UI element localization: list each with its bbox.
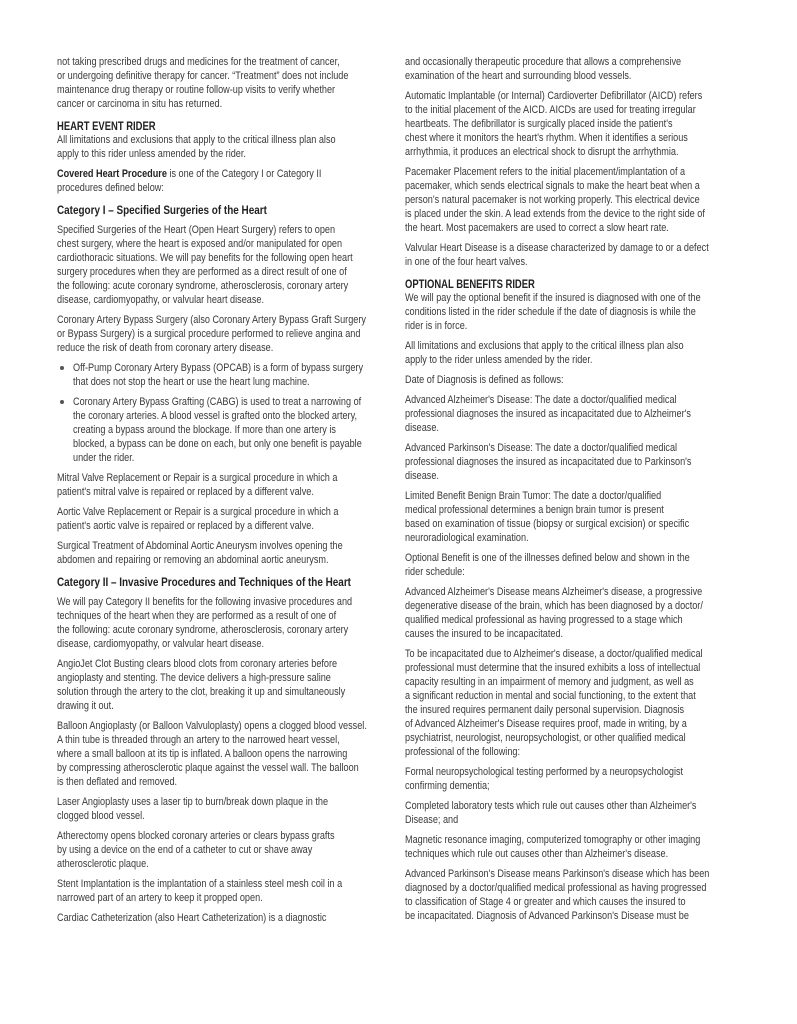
text-line: that does not stop the heart or use the heart lung machine. [73, 376, 310, 388]
paragraph [57, 505, 397, 533]
subsection-heading [57, 203, 397, 217]
text-line: a significant reduction in mental and social functioning, to the extent that [405, 690, 696, 702]
text-line: Pacemaker Placement refers to the initial placement/implantation of a [405, 166, 686, 178]
text-line: Advanced Parkinson's Disease: The date a doctor/qualified medical [405, 442, 678, 454]
paragraph [405, 291, 745, 333]
text-line: disease. [405, 422, 439, 434]
text-line: is then deflated and removed. [57, 776, 178, 788]
text-line: Stent Implantation is the implantation of a stainless steel mesh coil in a [57, 878, 343, 890]
text-line: chest surgery, where the heart is exposed and/or manipulated for open [57, 238, 343, 250]
text-line: professional diagnoses the insured as incapacitated due to Alzheimer's [405, 408, 691, 420]
text-line: Specified Surgeries of the Heart (Open Heart Surgery) refers to open [57, 224, 336, 236]
bullet-item [57, 361, 397, 389]
text-line: We will pay Category II benefits for the following invasive procedures and [57, 596, 353, 608]
paragraph [57, 133, 397, 161]
paragraph [57, 471, 397, 499]
paragraph [405, 55, 745, 83]
paragraph [405, 489, 745, 545]
paragraph [405, 339, 745, 367]
paragraph [405, 833, 745, 861]
right-column [405, 55, 745, 929]
paragraph [405, 765, 745, 793]
text-line: A thin tube is threaded through an artery to the narrowed heart vessel, [57, 734, 340, 746]
text-line: disease, cardiomyopathy, or valvular heart disease. [57, 294, 264, 306]
text-line: medical professional determines a benign brain tumor is present [405, 504, 664, 516]
text-line: surgery procedures when they are performed as a direct result of one of [57, 266, 347, 278]
text-line: Limited Benefit Benign Brain Tumor: The date a doctor/qualified [405, 490, 662, 502]
paragraph [57, 829, 397, 871]
text-line: Advanced Alzheimer's Disease means Alzheimer's disease, a progressive [405, 586, 703, 598]
text-line: clogged blood vessel. [57, 810, 145, 822]
paragraph [405, 393, 745, 435]
text-line: arrhythmia, it produces an electrical shock to disrupt the arrhythmia. [405, 146, 679, 158]
bold-term: Covered Heart Procedure [57, 168, 167, 180]
text-line: All limitations and exclusions that apply to the critical illness plan also [405, 340, 684, 352]
subsection-heading [57, 575, 397, 589]
text-line: reduce the risk of death from coronary artery disease. [57, 342, 274, 354]
text-line: the following: acute coronary syndrome, atherosclerosis, coronary artery [57, 624, 349, 636]
text-run: is one of the Category I or Category II [166, 168, 322, 180]
text-line: maintenance drug therapy or routine follow-up visits to verify whether [57, 84, 336, 96]
text-line: confirming dementia; [405, 780, 490, 792]
text-line: and occasionally therapeutic procedure that allows a comprehensive [405, 56, 682, 68]
text-line: diagnosed by a doctor/qualified medical professional as having progressed [405, 882, 707, 894]
bullet-item [57, 395, 397, 465]
text-line: atherosclerotic plaque. [57, 858, 149, 870]
text-line: procedures defined below: [57, 182, 164, 194]
text-line: Coronary Artery Bypass Grafting (CABG) is used to treat a narrowing of [73, 396, 362, 408]
text-line: rider is in force. [405, 320, 468, 332]
text-line: qualified medical professional as having progressed to a stage which [405, 614, 683, 626]
left-column [57, 55, 397, 931]
text-line: chest where it monitors the heart's rhythm. When it identifies a serious [405, 132, 688, 144]
text-line: of Advanced Alzheimer's Disease requires proof, made in writing, by a [405, 718, 687, 730]
paragraph [405, 551, 745, 579]
text-line: neuroradiological examination. [405, 532, 529, 544]
text-line: capacity resulting in an impairment of memory and judgment, as well as [405, 676, 694, 688]
text-line: Off-Pump Coronary Artery Bypass (OPCAB) is a form of bypass surgery [73, 362, 364, 374]
text-line: Magnetic resonance imaging, computerized tomography or other imaging [405, 834, 701, 846]
text-line: narrowed part of an artery to keep it propped open. [57, 892, 263, 904]
text-line: disease. [405, 470, 439, 482]
text-line: the following: acute coronary syndrome, atherosclerosis, coronary artery [57, 280, 349, 292]
paragraph [57, 795, 397, 823]
text-line: professional must determine that the insured exhibits a loss of intellectual [405, 662, 701, 674]
text-line: cardiothoracic situations. We will pay benefits for the following open heart [57, 252, 353, 264]
text-line: patient's mitral valve is repaired or replaced by a different valve. [57, 486, 314, 498]
text-line: pacemaker, which sends electrical signals to make the heart beat when a [405, 180, 700, 192]
text-line: in one of the four heart valves. [405, 256, 528, 268]
text-line: the heart. Most pacemakers are used to correct a slow heart rate. [405, 222, 669, 234]
text-line [57, 167, 397, 181]
text-line: professional of the following: [405, 746, 520, 758]
section-heading [57, 119, 397, 133]
paragraph [405, 165, 745, 235]
paragraph [57, 313, 397, 355]
text-line: Completed laboratory tests which rule out causes other than Alzheimer's [405, 800, 697, 812]
text-line: by compressing atherosclerotic plaque against the vessel wall. The balloon [57, 762, 359, 774]
paragraph [57, 595, 397, 651]
text-line: Category II – Invasive Procedures and Techniques of the Heart [57, 575, 351, 589]
paragraph [57, 719, 397, 789]
text-line: to classification of Stage 4 or greater and which causes the insured to [405, 896, 686, 908]
text-line: AngioJet Clot Busting clears blood clots from coronary arteries before [57, 658, 338, 670]
text-line: not taking prescribed drugs and medicines for the treatment of cancer, [57, 56, 340, 68]
text-line: Automatic Implantable (or Internal) Cardioverter Defibrillator (AICD) refers [405, 90, 703, 102]
text-line: degenerative disease of the brain, which has been diagnosed by a doctor/ [405, 600, 703, 612]
text-line: based on examination of tissue (biopsy or surgical excision) or specific [405, 518, 690, 530]
text-line: conditions listed in the rider schedule if the date of diagnosis is while the [405, 306, 696, 318]
paragraph [57, 539, 397, 567]
text-line: heartbeats. The defibrillator is surgically placed inside the patient's [405, 118, 673, 130]
paragraph [405, 89, 745, 159]
text-line: angioplasty and stenting. The device delivers a high-pressure saline [57, 672, 331, 684]
text-line: psychiatrist, neurologist, neuropsychologist, or other qualified medical [405, 732, 686, 744]
paragraph [57, 55, 397, 111]
text-line: Coronary Artery Bypass Surgery (also Coronary Artery Bypass Graft Surgery [57, 314, 366, 326]
text-line: Disease; and [405, 814, 459, 826]
text-line: Aortic Valve Replacement or Repair is a surgical procedure in which a [57, 506, 339, 518]
text-line: blocked, a bypass can be done on each, but only one benefit is payable [73, 438, 362, 450]
paragraph [57, 657, 397, 713]
text-line: All limitations and exclusions that apply to the critical illness plan also [57, 134, 336, 146]
text-line: the insured requires permanent daily personal supervision. Diagnosis [405, 704, 685, 716]
text-line: Cardiac Catheterization (also Heart Catheterization) is a diagnostic [57, 912, 327, 924]
paragraph [405, 647, 745, 759]
text-line: To be incapacitated due to Alzheimer's disease, a doctor/qualified medical [405, 648, 703, 660]
text-line: Valvular Heart Disease is a disease characterized by damage to or a defect [405, 242, 709, 254]
paragraph [57, 167, 397, 195]
text-line: Balloon Angioplasty (or Balloon Valvuloplasty) opens a clogged blood vessel. [57, 720, 367, 732]
text-line: the coronary arteries. A blood vessel is grafted onto the blocked artery, [73, 410, 357, 422]
paragraph [405, 241, 745, 269]
text-line: where a small balloon at its tip is inflated. A balloon opens the narrowing [57, 748, 348, 760]
text-line: rider schedule: [405, 566, 465, 578]
text-line: or undergoing definitive therapy for cancer. “Treatment” does not include [57, 70, 349, 82]
text-line: is placed under the skin. A lead extends from the device to the right side of [405, 208, 705, 220]
paragraph [405, 585, 745, 641]
text-line: under the rider. [73, 452, 135, 464]
text-line: Advanced Alzheimer's Disease: The date a doctor/qualified medical [405, 394, 677, 406]
paragraph [405, 799, 745, 827]
text-line: solution through the artery to the clot, breaking it up and simultaneously [57, 686, 346, 698]
text-line: Date of Diagnosis is defined as follows: [405, 374, 564, 386]
text-line: techniques of the heart when they are performed as a result of one of [57, 610, 337, 622]
text-line: Optional Benefit is one of the illnesses defined below and shown in the [405, 552, 690, 564]
text-line: Surgical Treatment of Abdominal Aortic Aneurysm involves opening the [57, 540, 343, 552]
text-line: patient's aortic valve is repaired or replaced by a different valve. [57, 520, 314, 532]
text-line: examination of the heart and surrounding blood vessels. [405, 70, 632, 82]
text-line: Laser Angioplasty uses a laser tip to burn/break down plaque in the [57, 796, 329, 808]
text-line: person's natural pacemaker is not working properly. This electrical device [405, 194, 700, 206]
bullet-icon [60, 366, 64, 370]
text-line: creating a bypass around the blockage. If more than one artery is [73, 424, 336, 436]
text-line: to the initial placement of the AICD. AICDs are used for treating irregular [405, 104, 696, 116]
text-line: Atherectomy opens blocked coronary arteries or clears bypass grafts [57, 830, 335, 842]
text-line: by using a device on the end of a catheter to cut or shave away [57, 844, 313, 856]
text-line: disease, cardiomyopathy, or valvular heart disease. [57, 638, 264, 650]
text-line: abdomen and repairing or removing an abdominal aortic aneurysm. [57, 554, 329, 566]
text-line: professional diagnoses the insured as incapacitated due to Parkinson's [405, 456, 692, 468]
text-line: We will pay the optional benefit if the insured is diagnosed with one of the [405, 292, 701, 304]
text-line: techniques which rule out causes other than Alzheimer's disease. [405, 848, 669, 860]
section-heading [405, 277, 745, 291]
text-line: cancer or carcinoma in situ has returned. [57, 98, 223, 110]
text-line: causes the insured to be incapacitated. [405, 628, 564, 640]
paragraph [405, 867, 745, 923]
paragraph [405, 441, 745, 483]
text-line: Formal neuropsychological testing performed by a neuropsychologist [405, 766, 684, 778]
text-line: drawing it out. [57, 700, 114, 712]
paragraph [57, 911, 397, 925]
paragraph [57, 223, 397, 307]
text-line: OPTIONAL BENEFITS RIDER [405, 277, 535, 291]
paragraph [57, 877, 397, 905]
text-line: or Bypass Surgery) is a surgical procedure performed to relieve angina and [57, 328, 361, 340]
bullet-icon [60, 400, 64, 404]
text-line: apply to the rider unless amended by the rider. [405, 354, 593, 366]
text-line: HEART EVENT RIDER [57, 119, 156, 133]
text-line: Category I – Specified Surgeries of the Heart [57, 203, 267, 217]
text-line: Advanced Parkinson's Disease means Parkinson's disease which has been [405, 868, 710, 880]
text-line: apply to this rider unless amended by the rider. [57, 148, 246, 160]
text-line: Mitral Valve Replacement or Repair is a surgical procedure in which a [57, 472, 338, 484]
text-line: be incapacitated. Diagnosis of Advanced Parkinson's Disease must be [405, 910, 689, 922]
paragraph [405, 373, 745, 387]
